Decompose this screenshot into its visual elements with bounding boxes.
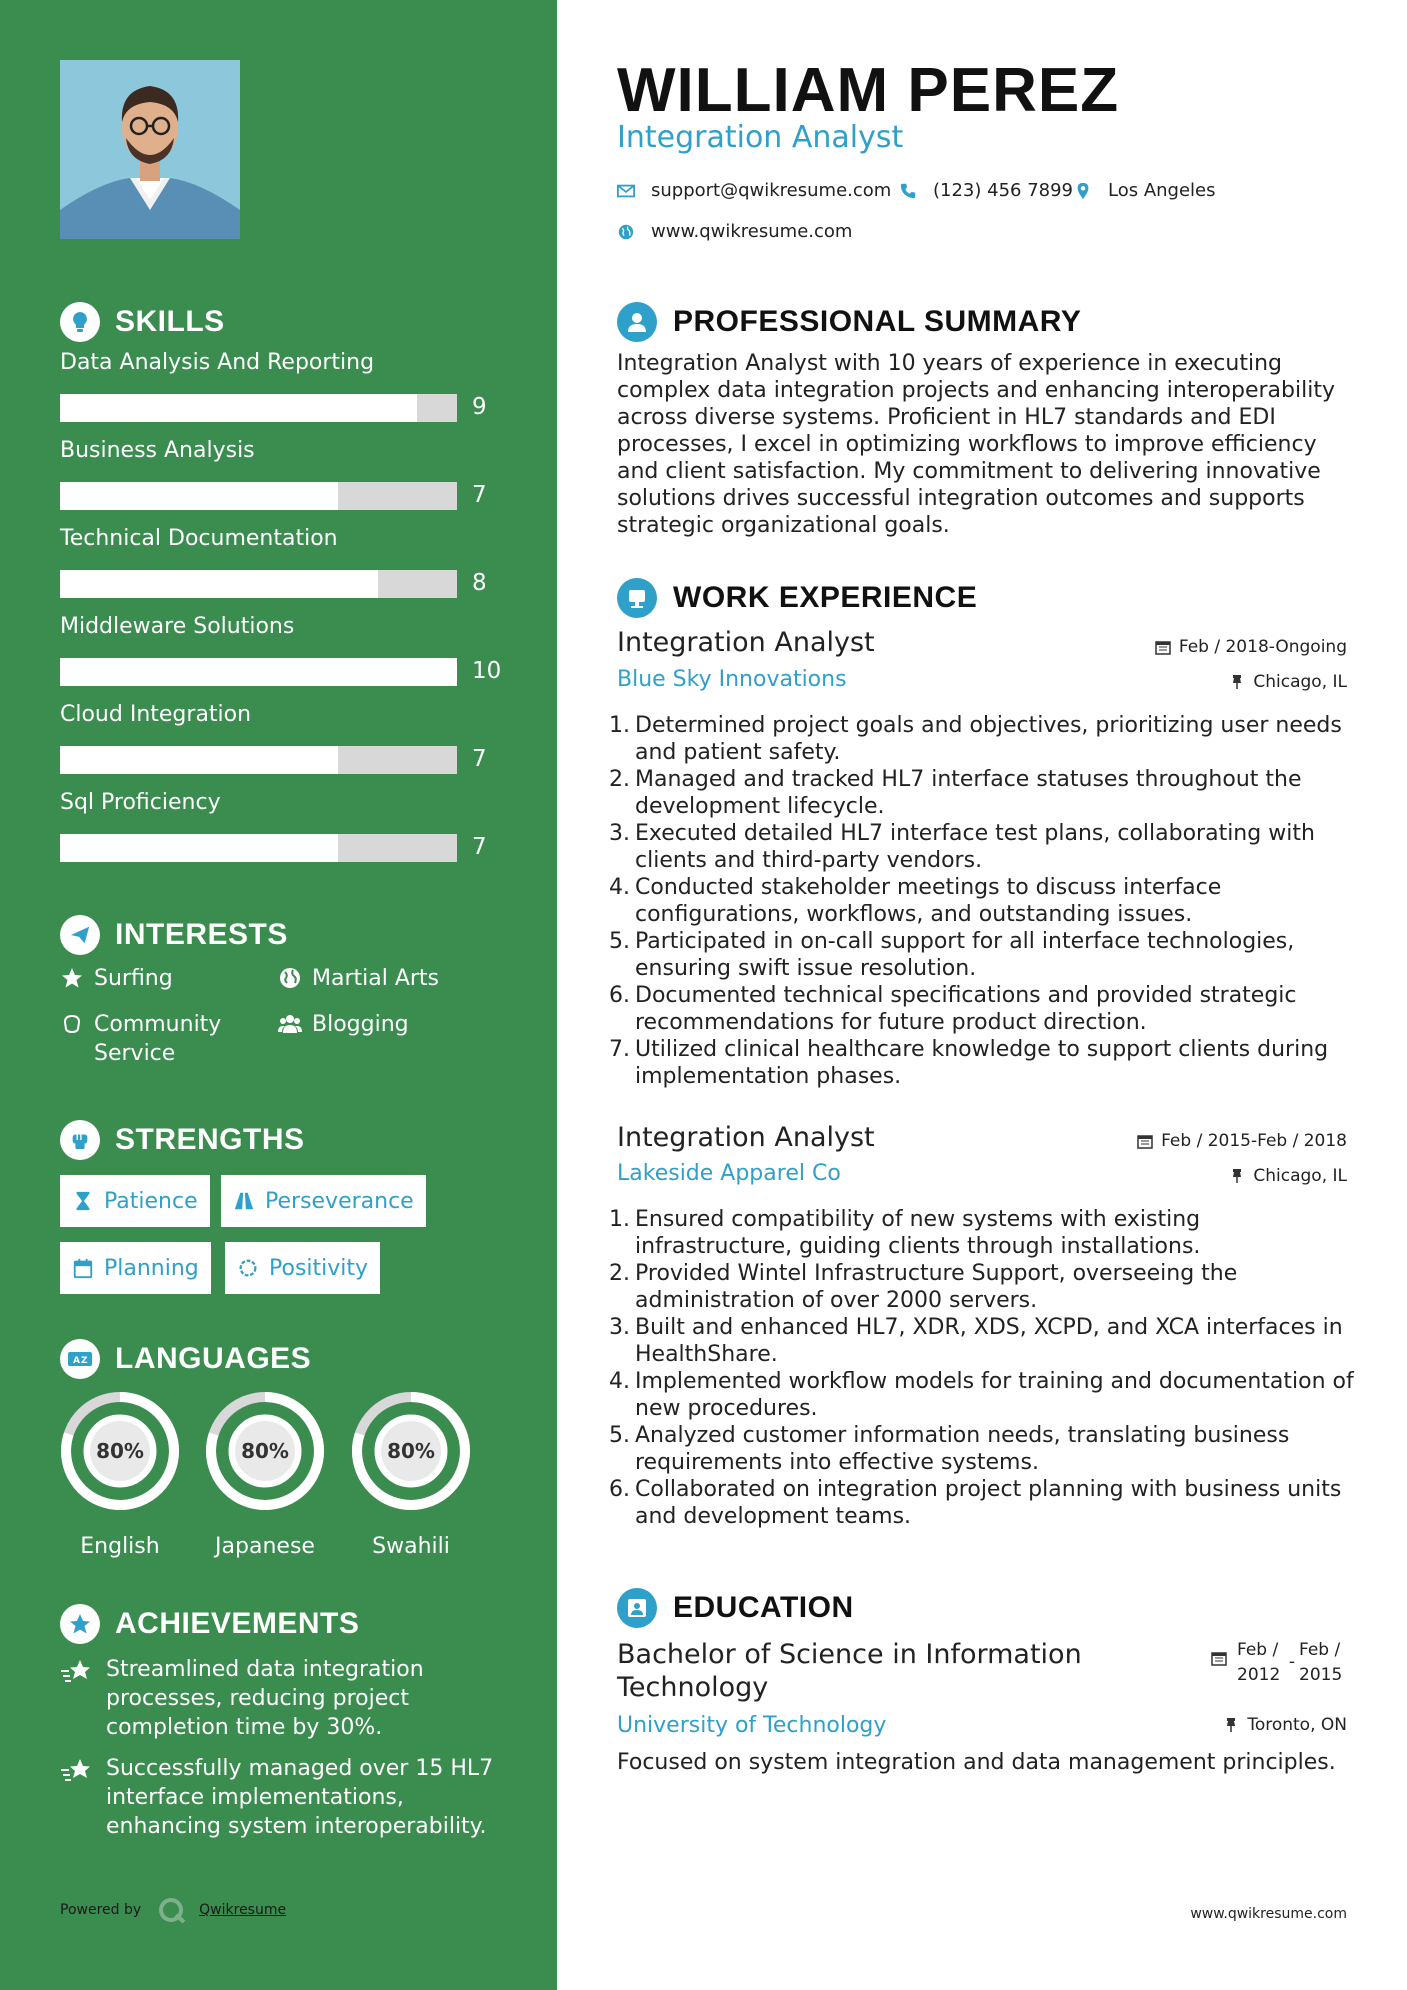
skill-name: Business Analysis: [60, 438, 255, 463]
skill-value: 7: [472, 482, 487, 508]
duty-number: 1.: [609, 713, 630, 738]
languages-title: LANGUAGES: [115, 1342, 312, 1375]
language-icon: [60, 1339, 100, 1379]
interest-label: Martial Arts: [312, 966, 440, 991]
education-location-text: Toronto, ON: [1247, 1715, 1347, 1735]
language-percent: 80%: [241, 1439, 289, 1463]
interest-item: [60, 964, 173, 993]
job-location-text: Chicago, IL: [1253, 1166, 1347, 1186]
map-pin-icon: [1074, 182, 1092, 200]
graduation-icon: [617, 1588, 657, 1628]
skill-bar: [60, 658, 457, 686]
skill-name: Technical Documentation: [60, 526, 338, 551]
duty-number: 2.: [609, 1261, 630, 1286]
skill-name: Middleware Solutions: [60, 614, 295, 639]
strength-tag: [60, 1175, 210, 1227]
duty-text: Ensured compatibility of new systems with existing infrastructure, guiding clients through installations.: [635, 1207, 1201, 1259]
paper-plane-icon: [60, 915, 100, 955]
job-company: Lakeside Apparel Co: [617, 1161, 841, 1186]
skill-bar: [60, 394, 457, 422]
duty-number: 6.: [609, 983, 630, 1008]
duty-number: 3.: [609, 1315, 630, 1340]
skill-item: [60, 438, 500, 508]
interests-title: INTERESTS: [115, 918, 288, 951]
hourglass-icon: [72, 1190, 94, 1212]
job-location: [1229, 672, 1347, 692]
duty-item: [609, 928, 1354, 982]
duty-item: [609, 1476, 1354, 1530]
hand-icon: [60, 1012, 84, 1036]
achievement-text: Successfully managed over 15 HL7 interface implementations, enhancing system interoperability.: [106, 1756, 494, 1839]
svg-text:Z: Z: [81, 1356, 88, 1366]
achievement-item: [60, 1754, 500, 1841]
skill-bar: [60, 570, 457, 598]
language-ring: [204, 1390, 326, 1512]
skill-bar: [60, 482, 457, 510]
skill-item: [60, 526, 500, 596]
summary-heading: [617, 302, 1081, 342]
contact-phone[interactable]: [899, 180, 1073, 201]
pushpin-icon: [1229, 1168, 1245, 1184]
skill-value: 10: [472, 658, 502, 684]
skill-bar-fill: [60, 394, 417, 422]
interest-label: Surfing: [94, 966, 173, 991]
duty-number: 3.: [609, 821, 630, 846]
interest-item: [278, 964, 439, 993]
job-dates: [1137, 1131, 1347, 1151]
duty-text: Participated in on-call support for all interface technologies, ensuring swift issue resolution.: [635, 929, 1295, 981]
phone-icon: [899, 182, 917, 200]
duty-number: 5.: [609, 1423, 630, 1448]
skill-bar-fill: [60, 834, 338, 862]
duty-number: 7.: [609, 1037, 630, 1062]
contact-website[interactable]: [617, 221, 852, 242]
skill-value: 9: [472, 394, 487, 420]
duty-text: Executed detailed HL7 interface test plans, collaborating with clients and third-party vendors.: [635, 821, 1315, 873]
strength-label: Perseverance: [265, 1188, 414, 1214]
language-percent: 80%: [96, 1439, 144, 1463]
calendar-icon: [1137, 1133, 1153, 1149]
education-location: [1223, 1715, 1347, 1735]
calendar-icon: [1155, 639, 1171, 655]
duty-item: [609, 1368, 1354, 1422]
location-text: Los Angeles: [1108, 180, 1216, 201]
interests-heading: [60, 915, 288, 955]
experience-title: WORK EXPERIENCE: [673, 581, 978, 614]
education-description: Focused on system integration and data management principles.: [617, 1750, 1336, 1775]
strength-tag: [60, 1242, 211, 1294]
job-duties-list: [609, 712, 1354, 1090]
road-icon: [233, 1190, 255, 1212]
job-duties-list: [609, 1206, 1354, 1530]
duty-item: [609, 1206, 1354, 1260]
skill-item: [60, 614, 502, 684]
job-location-text: Chicago, IL: [1253, 672, 1347, 692]
language-item: [59, 1390, 181, 1559]
skill-bar-fill: [60, 658, 457, 686]
lightbulb-icon: [60, 302, 100, 342]
powered-by: [60, 1896, 286, 1924]
candidate-role: Integration Analyst: [617, 120, 904, 155]
email-text: support@qwikresume.com: [651, 180, 892, 201]
profile-photo: [60, 60, 240, 239]
skill-bar-fill: [60, 482, 338, 510]
calendar-icon: [1211, 1650, 1227, 1666]
sidebar: [0, 0, 557, 1990]
shooting-star-icon: [60, 1657, 94, 1687]
job-dates-text: Feb / 2018-Ongoing: [1178, 637, 1347, 657]
duty-item: [609, 1314, 1354, 1368]
job-title: Integration Analyst: [617, 1122, 875, 1153]
phone-text: (123) 456 7899: [933, 180, 1074, 201]
duty-number: 4.: [609, 875, 630, 900]
skill-bar-fill: [60, 570, 378, 598]
duty-item: [609, 982, 1354, 1036]
experience-heading: [617, 578, 977, 618]
candidate-name: WILLIAM PEREZ: [617, 56, 1120, 125]
summary-title: PROFESSIONAL SUMMARY: [673, 305, 1082, 338]
duty-item: [609, 1422, 1354, 1476]
strength-tag: [225, 1242, 380, 1294]
language-item: [204, 1390, 326, 1559]
skill-value: 8: [472, 570, 487, 596]
website-text: www.qwikresume.com: [651, 221, 853, 242]
interest-label: Blogging: [312, 1012, 409, 1037]
skill-name: Sql Proficiency: [60, 790, 221, 815]
education-university: University of Technology: [617, 1713, 887, 1738]
education-start-year: 2012: [1237, 1665, 1281, 1685]
strength-label: Positivity: [269, 1255, 369, 1281]
job-dates-text: Feb / 2015-Feb / 2018: [1161, 1131, 1347, 1151]
job-title: Integration Analyst: [617, 627, 875, 658]
achievements-title: ACHIEVEMENTS: [115, 1607, 360, 1640]
skill-bar-fill: [60, 746, 338, 774]
duty-text: Built and enhanced HL7, XDR, XDS, XCPD, and XCA interfaces in HealthShare.: [635, 1315, 1343, 1367]
trophy-star-icon: [60, 1604, 100, 1644]
duty-number: 1.: [609, 1207, 630, 1232]
star-icon: [60, 966, 84, 990]
svg-text:A: A: [73, 1356, 80, 1366]
duty-text: Utilized clinical healthcare knowledge to support clients during implementation phases.: [635, 1037, 1329, 1089]
fist-icon: [60, 1120, 100, 1160]
strength-label: Patience: [104, 1188, 198, 1214]
contact-location: [1074, 180, 1216, 201]
duty-text: Determined project goals and objectives, prioritizing user needs and patient safety.: [635, 713, 1342, 765]
duty-text: Provided Wintel Infrastructure Support, overseeing the administration of over 2000 servers.: [635, 1261, 1238, 1313]
sun-icon: [237, 1257, 259, 1279]
strengths-heading: [60, 1120, 305, 1160]
achievement-text: Streamlined data integration processes, reducing project completion time by 30%.: [106, 1657, 424, 1740]
envelope-icon: [617, 182, 635, 200]
pushpin-icon: [1223, 1717, 1239, 1733]
language-percent: 80%: [387, 1439, 435, 1463]
pushpin-icon: [1229, 674, 1245, 690]
education-heading: [617, 1588, 854, 1628]
powered-by-label: Powered by: [60, 1902, 142, 1918]
duty-item: [609, 874, 1354, 928]
achievement-item: [60, 1655, 500, 1742]
summary-text: Integration Analyst with 10 years of experience in executing complex data integration projects and enhancing interoperability across diverse systems. Proficient in HL7 standards and EDI processes, I excel in optimizing workflows to improve efficiency and client satisfaction. My commitment to delivering innovative solutions drives successful integration outcomes and supports strategic organizational goals.: [617, 351, 1335, 538]
language-name: English: [80, 1534, 160, 1559]
interest-item: [278, 1010, 409, 1039]
language-name: Japanese: [215, 1534, 315, 1559]
skill-item: [60, 790, 500, 860]
job-company: Blue Sky Innovations: [617, 667, 847, 692]
skills-title: SKILLS: [115, 305, 225, 338]
footer-website[interactable]: www.qwikresume.com: [1190, 1906, 1347, 1922]
briefcase-icon: [617, 578, 657, 618]
language-ring: [350, 1390, 472, 1512]
interest-label: Community Service: [94, 1012, 222, 1066]
duty-text: Documented technical specifications and provided strategic recommendations for future product direction.: [635, 983, 1297, 1035]
skill-value: 7: [472, 834, 487, 860]
globe-icon: [617, 223, 635, 241]
calendar-icon: [72, 1257, 94, 1279]
duty-item: [609, 712, 1354, 766]
education-end-month: Feb /: [1299, 1640, 1341, 1660]
interest-item: [60, 1010, 240, 1068]
achievements-heading: [60, 1604, 359, 1644]
duty-number: 2.: [609, 767, 630, 792]
user-icon: [617, 302, 657, 342]
skill-item: [60, 350, 500, 420]
duty-item: [609, 1260, 1354, 1314]
skills-heading: [60, 302, 225, 342]
language-item: [350, 1390, 472, 1559]
language-ring: [59, 1390, 181, 1512]
duty-item: [609, 1036, 1354, 1090]
strength-label: Planning: [104, 1255, 199, 1281]
job-dates: [1155, 637, 1347, 657]
education-title: EDUCATION: [673, 1591, 854, 1624]
education-date-separator: -: [1288, 1652, 1296, 1672]
education-degree: Bachelor of Science in Information Technology: [617, 1639, 1082, 1703]
job-location: [1229, 1166, 1347, 1186]
strengths-title: STRENGTHS: [115, 1123, 305, 1156]
duty-number: 4.: [609, 1369, 630, 1394]
skill-value: 7: [472, 746, 487, 772]
contact-email[interactable]: [617, 180, 891, 201]
education-end-year: 2015: [1299, 1665, 1343, 1685]
education-dates: [1211, 1638, 1347, 1688]
users-icon: [278, 1012, 302, 1036]
skill-bar: [60, 746, 457, 774]
duty-item: [609, 766, 1354, 820]
skill-name: Cloud Integration: [60, 702, 252, 727]
duty-text: Collaborated on integration project planning with business units and development teams.: [635, 1477, 1342, 1529]
qwikresume-link[interactable]: Qwikresume: [199, 1902, 287, 1918]
skill-item: [60, 702, 500, 772]
languages-heading: [60, 1339, 311, 1379]
duty-text: Managed and tracked HL7 interface statuses throughout the development lifecycle.: [635, 767, 1302, 819]
education-start-month: Feb /: [1237, 1640, 1279, 1660]
qwikresume-logo-icon: [157, 1896, 187, 1924]
globe-icon: [278, 966, 302, 990]
skill-bar: [60, 834, 457, 862]
language-name: Swahili: [372, 1534, 450, 1559]
duty-text: Conducted stakeholder meetings to discuss interface configurations, workflows, and outstanding issues.: [635, 875, 1222, 927]
skill-name: Data Analysis And Reporting: [60, 350, 375, 375]
duty-number: 5.: [609, 929, 630, 954]
strength-tag: [221, 1175, 426, 1227]
duty-text: Analyzed customer information needs, translating business requirements into effective systems.: [635, 1423, 1290, 1475]
duty-number: 6.: [609, 1477, 630, 1502]
shooting-star-icon: [60, 1756, 94, 1786]
duty-item: [609, 820, 1354, 874]
duty-text: Implemented workflow models for training and documentation of new procedures.: [635, 1369, 1354, 1421]
